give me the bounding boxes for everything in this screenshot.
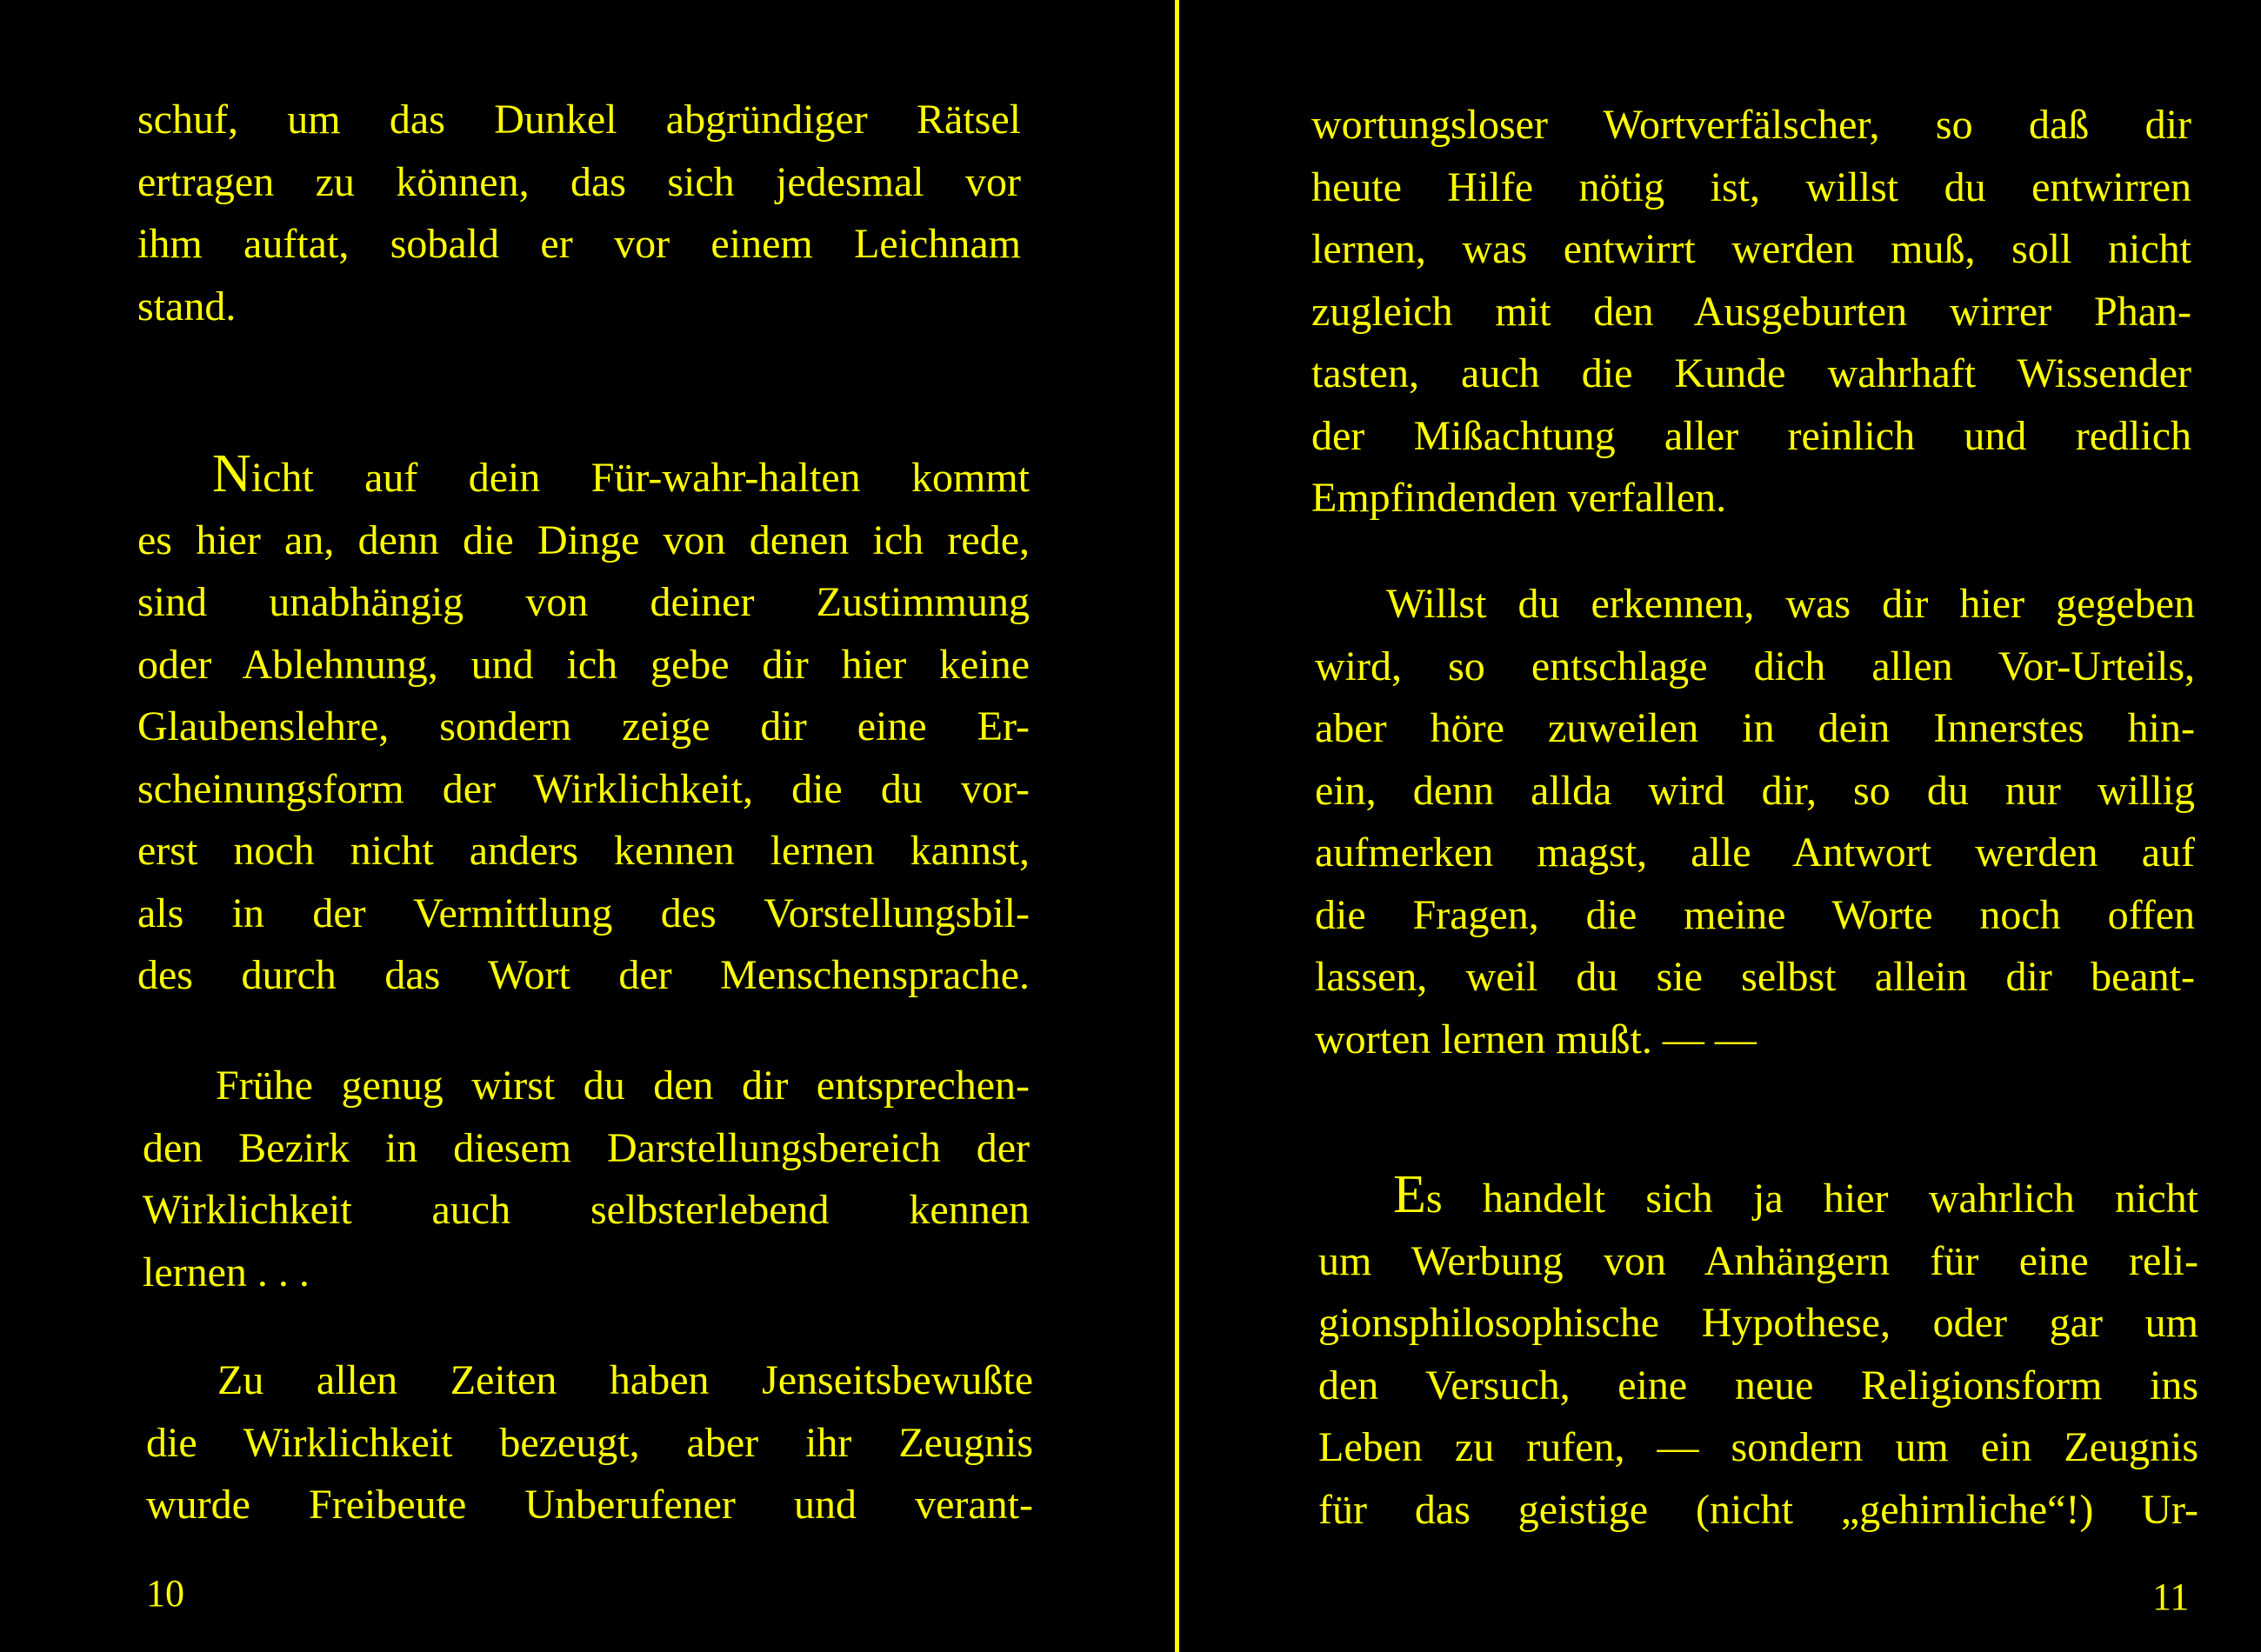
initial-letter: N xyxy=(212,444,251,503)
text-line: ihm auftat, sobald er vor einem Leichnam xyxy=(137,221,1021,267)
text-line: Willst du erkennen, was dir hier gegeben xyxy=(1386,581,2195,627)
gutter-divider xyxy=(1175,0,1179,1652)
text-line: der Mißachtung aller reinlich und redlich xyxy=(1311,412,2191,459)
page-number: 10 xyxy=(146,1572,184,1615)
text-line: den Versuch, eine neue Religionsform ins xyxy=(1318,1362,2198,1409)
text-line xyxy=(137,443,1030,510)
text-line: Wirklichkeit auch selbsterlebend kennen xyxy=(143,1187,1030,1233)
text-line: ein, denn allda wird dir, so du nur willig xyxy=(1315,767,2195,814)
paragraph xyxy=(137,443,1030,1007)
text-line: Leben zu rufen, — sondern um ein Zeugnis xyxy=(1318,1424,2198,1470)
text-line: aufmerken magst, alle Antwort werden auf xyxy=(1315,829,2195,876)
paragraph xyxy=(137,89,1021,337)
text-line: Empfindenden verfallen. xyxy=(1311,475,1727,521)
text-line: lernen, was entwirrt werden muß, soll nicht xyxy=(1311,226,2191,272)
paragraph xyxy=(1315,573,2195,1070)
text-run: icht auf dein Für-wahr-halten kommt xyxy=(250,455,1030,501)
text-line: aber höre zuweilen in dein Innerstes hin- xyxy=(1315,705,2195,751)
paragraph xyxy=(146,1349,1033,1536)
text-line: scheinungsform der Wirklichkeit, die du vor- xyxy=(137,765,1030,812)
initial-letter: E xyxy=(1393,1165,1426,1224)
text-line: als in der Vermittlung des Vorstellungsbil- xyxy=(137,889,1030,936)
text-line: oder Ablehnung, und ich gebe dir hier keine xyxy=(137,641,1030,688)
paragraph xyxy=(143,1055,1030,1303)
text-line: wortungsloser Wortverfälscher, so daß dir xyxy=(1311,102,2191,148)
text-line: stand. xyxy=(137,283,237,330)
text-line: gionsphilosophische Hypothese, oder gar um xyxy=(1318,1300,2198,1346)
text-line: wurde Freibeute Unberufener und verant- xyxy=(146,1482,1033,1528)
page-number: 11 xyxy=(2152,1575,2190,1618)
text-line: ertragen zu können, das sich jedesmal vor xyxy=(137,158,1021,205)
text-line: die Fragen, die meine Worte noch offen xyxy=(1315,891,2195,938)
text-line: heute Hilfe nötig ist, willst du entwirren xyxy=(1311,163,2191,210)
text-line: den Bezirk in diesem Darstellungsbereich der xyxy=(143,1124,1030,1171)
text-line: Zu allen Zeiten haben Jenseitsbewußte xyxy=(217,1357,1033,1403)
text-line xyxy=(1318,1164,2198,1230)
text-line: sind unabhängig von deiner Zustimmung xyxy=(137,579,1030,625)
text-line: des durch das Wort der Menschensprache. xyxy=(137,952,1030,998)
paragraph xyxy=(1311,94,2191,530)
right-page xyxy=(1183,0,2261,1652)
text-line: schuf, um das Dunkel abgründiger Rätsel xyxy=(137,97,1021,143)
paragraph xyxy=(1318,1164,2198,1541)
text-line: Glaubenslehre, sondern zeige dir eine Er- xyxy=(137,703,1030,749)
text-line: für das geistige (nicht „gehirnliche“!) Ur- xyxy=(1318,1486,2198,1533)
text-line: zugleich mit den Ausgeburten wirrer Phan- xyxy=(1311,288,2191,335)
text-line: die Wirklichkeit bezeugt, aber ihr Zeugnis xyxy=(146,1419,1033,1466)
text-line: worten lernen mußt. — — xyxy=(1315,1016,1757,1062)
text-line: es hier an, denn die Dinge von denen ich rede, xyxy=(137,516,1030,563)
text-run: s handelt sich ja hier wahrlich nicht xyxy=(1425,1176,2198,1222)
text-line: wird, so entschlage dich allen Vor-Urteils, xyxy=(1315,643,2195,689)
text-line: um Werbung von Anhängern für eine reli- xyxy=(1318,1237,2198,1284)
text-line: Frühe genug wirst du den dir entsprechen- xyxy=(216,1062,1030,1109)
text-line: erst noch nicht anders kennen lernen kannst, xyxy=(137,828,1030,874)
text-line: lernen . . . xyxy=(143,1249,310,1296)
text-line: tasten, auch die Kunde wahrhaft Wissender xyxy=(1311,350,2191,396)
text-line: lassen, weil du sie selbst allein dir beant- xyxy=(1315,954,2195,1000)
